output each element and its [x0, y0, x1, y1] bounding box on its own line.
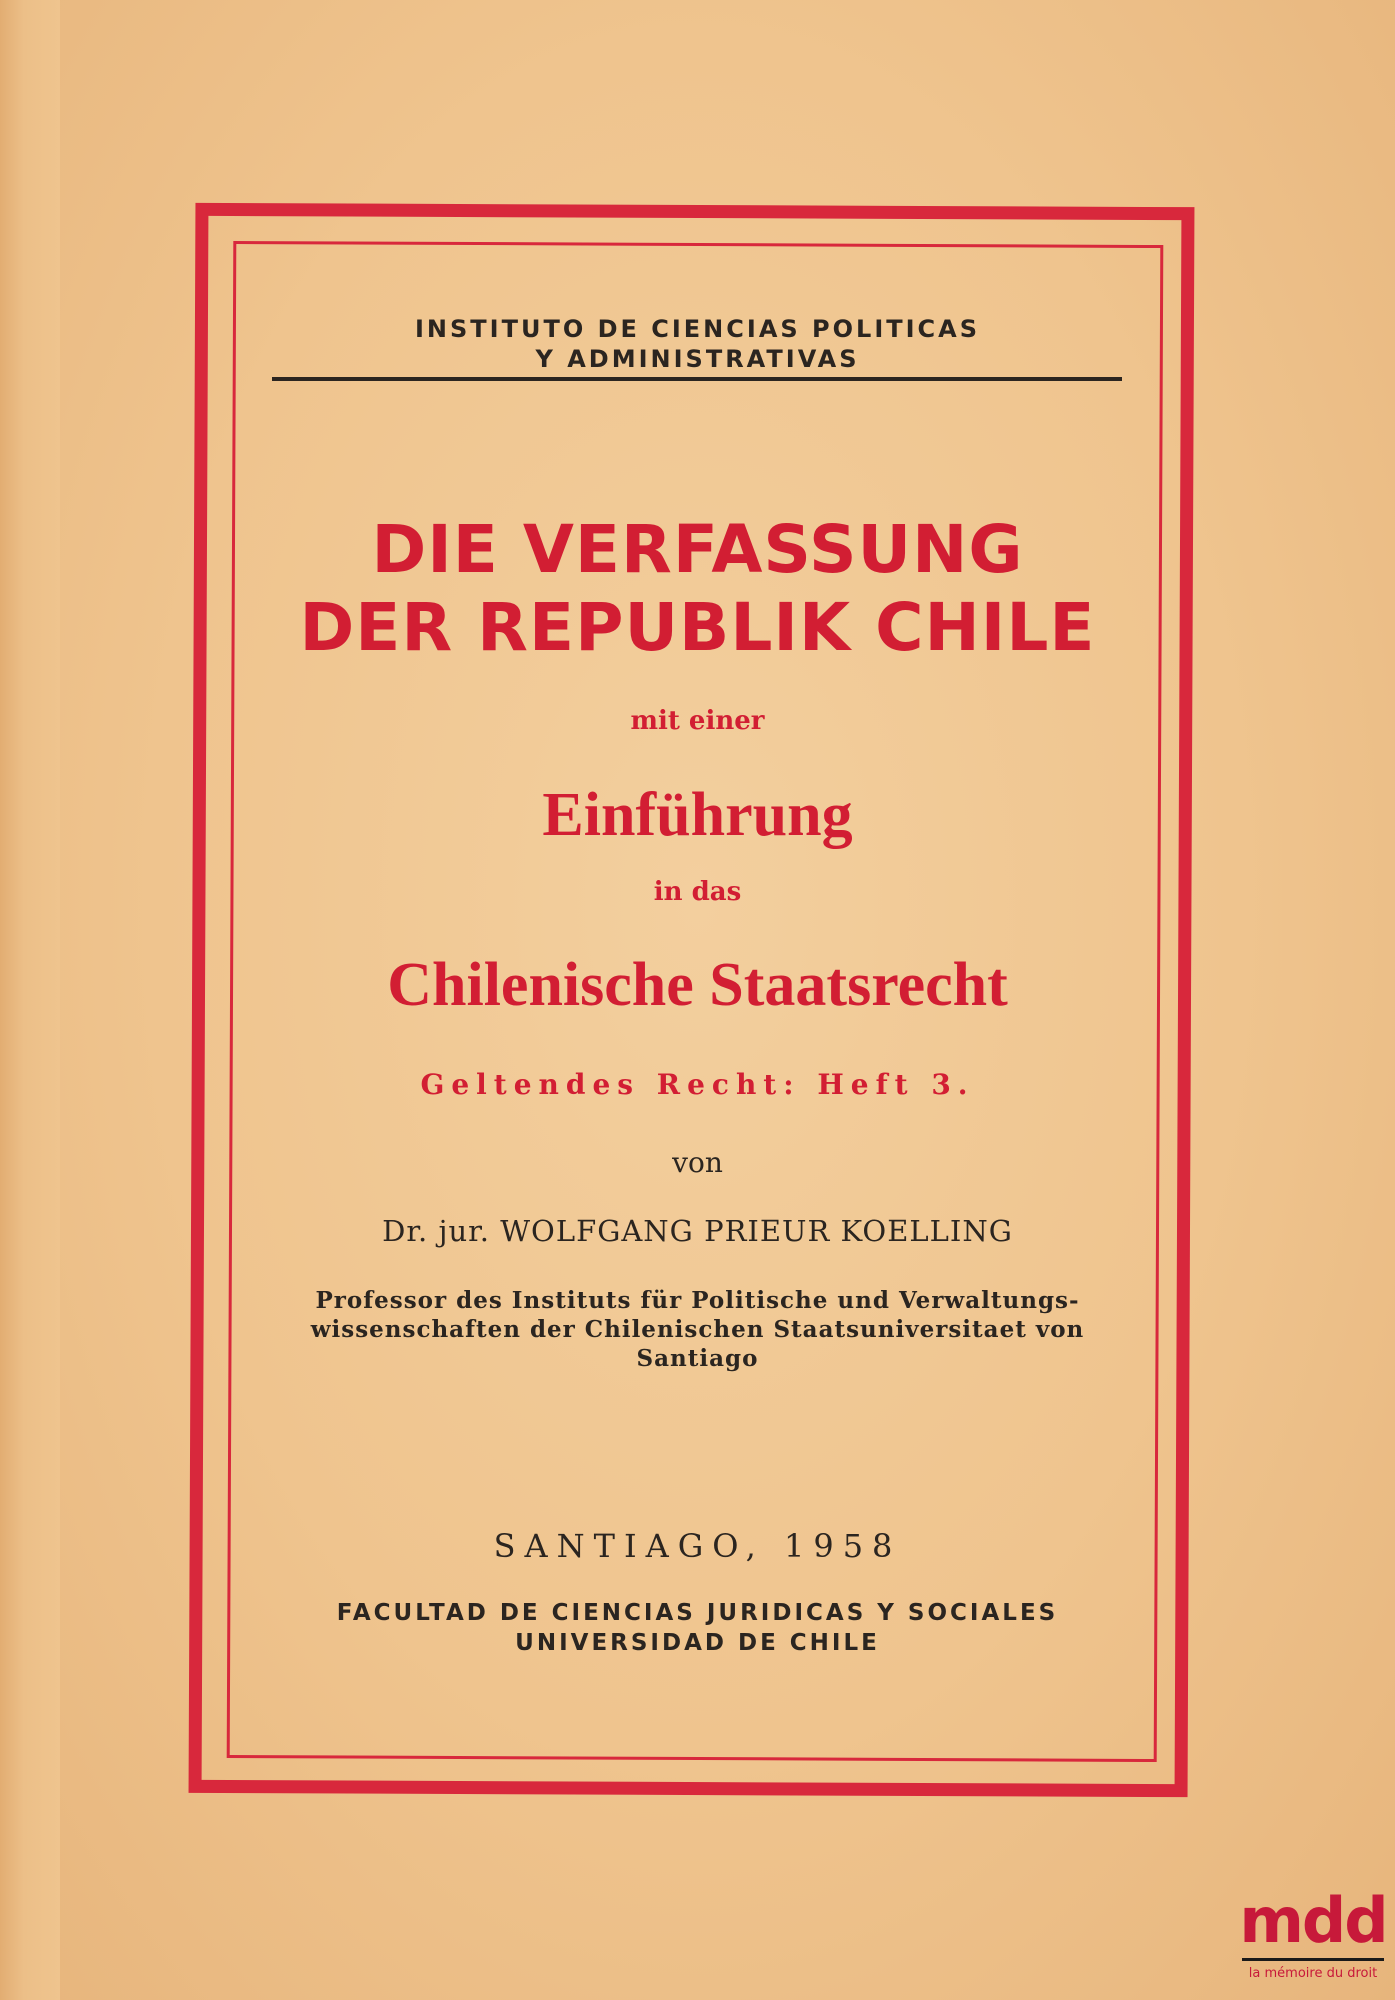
subtitle-einfuehrung: Einführung [542, 781, 853, 849]
affiliation-line-1: Professor des Instituts für Politische und Verwaltungs- [315, 1287, 1080, 1314]
title-line-1: DIE VERFASSUNG [371, 511, 1024, 588]
institute-line-1: INSTITUTO DE CIENCIAS POLITICAS [414, 315, 981, 343]
connector-in-das: in das [653, 877, 742, 907]
mdd-logo-mark: mdd [1239, 1884, 1387, 1957]
institute-line-2: Y ADMINISTRATIVAS [535, 345, 860, 373]
subtitle-staatsrecht: Chilenische Staatsrecht [387, 951, 1008, 1019]
logo-tagline: la mémoire du droit [1248, 1966, 1378, 1981]
title-line-2: DER REPUBLIK CHILE [299, 589, 1096, 666]
series-label: Geltendes Recht: Heft 3. [420, 1068, 975, 1101]
by-label: von [672, 1146, 723, 1179]
header-divider [272, 377, 1122, 381]
publisher-line-1: FACULTAD DE CIENCIAS JURIDICAS Y SOCIALES [336, 1600, 1059, 1626]
affiliation-line-3: Santiago [636, 1345, 759, 1372]
logo-underline [1242, 1958, 1384, 1961]
place-year: SANTIAGO, 1958 [493, 1527, 902, 1565]
publisher-line-2: UNIVERSIDAD DE CHILE [515, 1630, 880, 1656]
mdd-logo [1238, 1884, 1388, 1994]
affiliation-line-2: wissenschaften der Chilenischen Staatsuniversitaet von [310, 1316, 1085, 1343]
connector-mit-einer: mit einer [630, 706, 765, 736]
author-name: Dr. jur. WOLFGANG PRIEUR KOELLING [382, 1214, 1013, 1248]
